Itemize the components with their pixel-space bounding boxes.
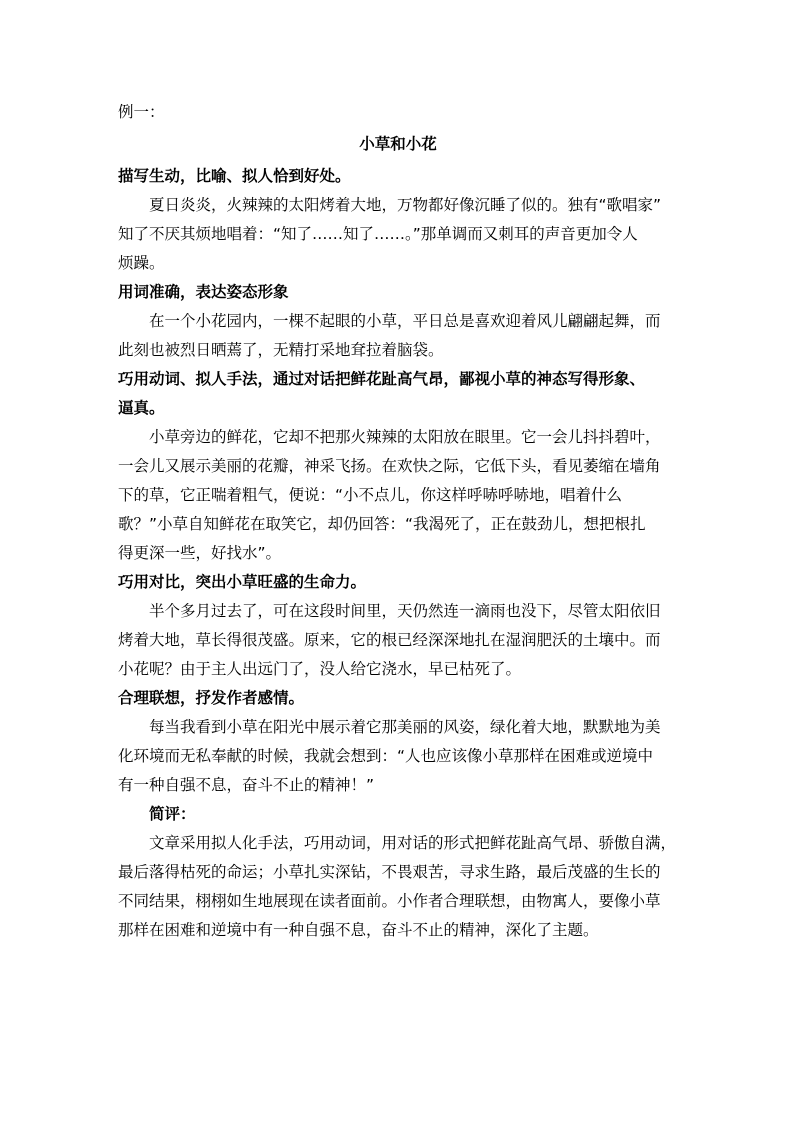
section-heading: [118, 162, 678, 191]
section-2: [118, 278, 678, 365]
paragraph-line: 小花呢？由于主人出远门了，没人给它浇水，早已枯死了。: [118, 660, 522, 678]
paragraph-line: 半个多月过去了，可在这段时间里，天仍然连一滴雨也没下，尽管太阳依旧: [118, 602, 661, 620]
section-paragraph: [118, 307, 678, 365]
paragraph-line: 那样在困难和逆境中有一种自强不息，奋斗不止的精神，深化了主题。: [118, 921, 599, 939]
section-paragraph: [118, 191, 678, 278]
section-paragraph: [118, 423, 678, 568]
section-3: [118, 365, 678, 568]
heading-line: 巧用对比，突出小草旺盛的生命力。: [118, 573, 367, 591]
paragraph-line: 烦躁。: [118, 254, 165, 272]
section-heading: [118, 278, 678, 307]
heading-line: 用词准确，表达姿态形象: [118, 283, 289, 301]
section-paragraph: [118, 713, 678, 800]
paragraph-line: 下的草，它正喘着粗气，便说：“小不点儿，你这样呼哧呼哧地，唱着什么: [118, 486, 623, 504]
paragraph-line: 一会儿又展示美丽的花瓣，神采飞扬。在欢快之际，它低下头，看见萎缩在墙角: [118, 457, 661, 475]
paragraph-line: 有一种自强不息，奋斗不止的精神！”: [118, 776, 375, 794]
paragraph-line: 小草旁边的鲜花，它却不把那火辣辣的太阳放在眼里。它一会儿抖抖碧叶，: [118, 428, 661, 446]
heading-line: 描写生动，比喻、拟人恰到好处。: [118, 167, 351, 185]
paragraph-line: 不同结果，栩栩如生地展现在读者面前。小作者合理联想，由物寓人，要像小草: [118, 892, 661, 910]
section-heading: [118, 684, 678, 713]
document-title: 小草和小花: [359, 135, 437, 153]
section-heading: [118, 365, 678, 423]
heading-line: 合理联想，抒发作者感情。: [118, 689, 305, 707]
heading-line: 巧用动词、拟人手法，通过对话把鲜花趾高气昂，鄙视小草的神态写得形象、: [118, 370, 646, 388]
document-page: [118, 98, 678, 945]
example-label: 例一：: [118, 103, 165, 121]
section-5: [118, 684, 678, 800]
paragraph-line: 烤着大地，草长得很茂盛。原来，它的根已经深深地扎在湿润肥沃的土壤中。而: [118, 631, 661, 649]
heading-line: 逼真。: [118, 399, 165, 417]
section-heading: [118, 568, 678, 597]
section-1: [118, 162, 678, 278]
comment-label: 简评：: [149, 805, 196, 823]
paragraph-line: 此刻也被烈日晒蔫了，无精打采地耷拉着脑袋。: [118, 341, 444, 359]
section-4: [118, 568, 678, 684]
paragraph-line: 在一个小花园内，一棵不起眼的小草，平日总是喜欢迎着风儿翩翩起舞，而: [118, 312, 661, 330]
comment-paragraph: [118, 829, 678, 945]
paragraph-line: 知了不厌其烦地唱着：“知了……知了……。”那单调而又刺耳的声音更加令人: [118, 225, 638, 243]
paragraph-line: 文章采用拟人化手法，巧用动词，用对话的形式把鲜花趾高气昂、骄傲自满，: [118, 834, 677, 852]
paragraph-line: 最后落得枯死的命运；小草扎实深钻，不畏艰苦，寻求生路，最后茂盛的生长的: [118, 863, 661, 881]
section-paragraph: [118, 597, 678, 684]
paragraph-line: 得更深一些，好找水”。: [118, 544, 282, 562]
paragraph-line: 化环境而无私奉献的时候，我就会想到：“人也应该像小草那样在困难或逆境中: [118, 747, 654, 765]
comment-section: [118, 800, 678, 945]
paragraph-line: 夏日炎炎，火辣辣的太阳烤着大地，万物都好像沉睡了似的。独有“歌唱家”: [118, 196, 662, 214]
paragraph-line: 每当我看到小草在阳光中展示着它那美丽的风姿，绿化着大地，默默地为美: [118, 718, 661, 736]
paragraph-line: 歌？”小草自知鲜花在取笑它，却仍回答：“我渴死了，正在鼓劲儿，想把根扎: [118, 515, 646, 533]
